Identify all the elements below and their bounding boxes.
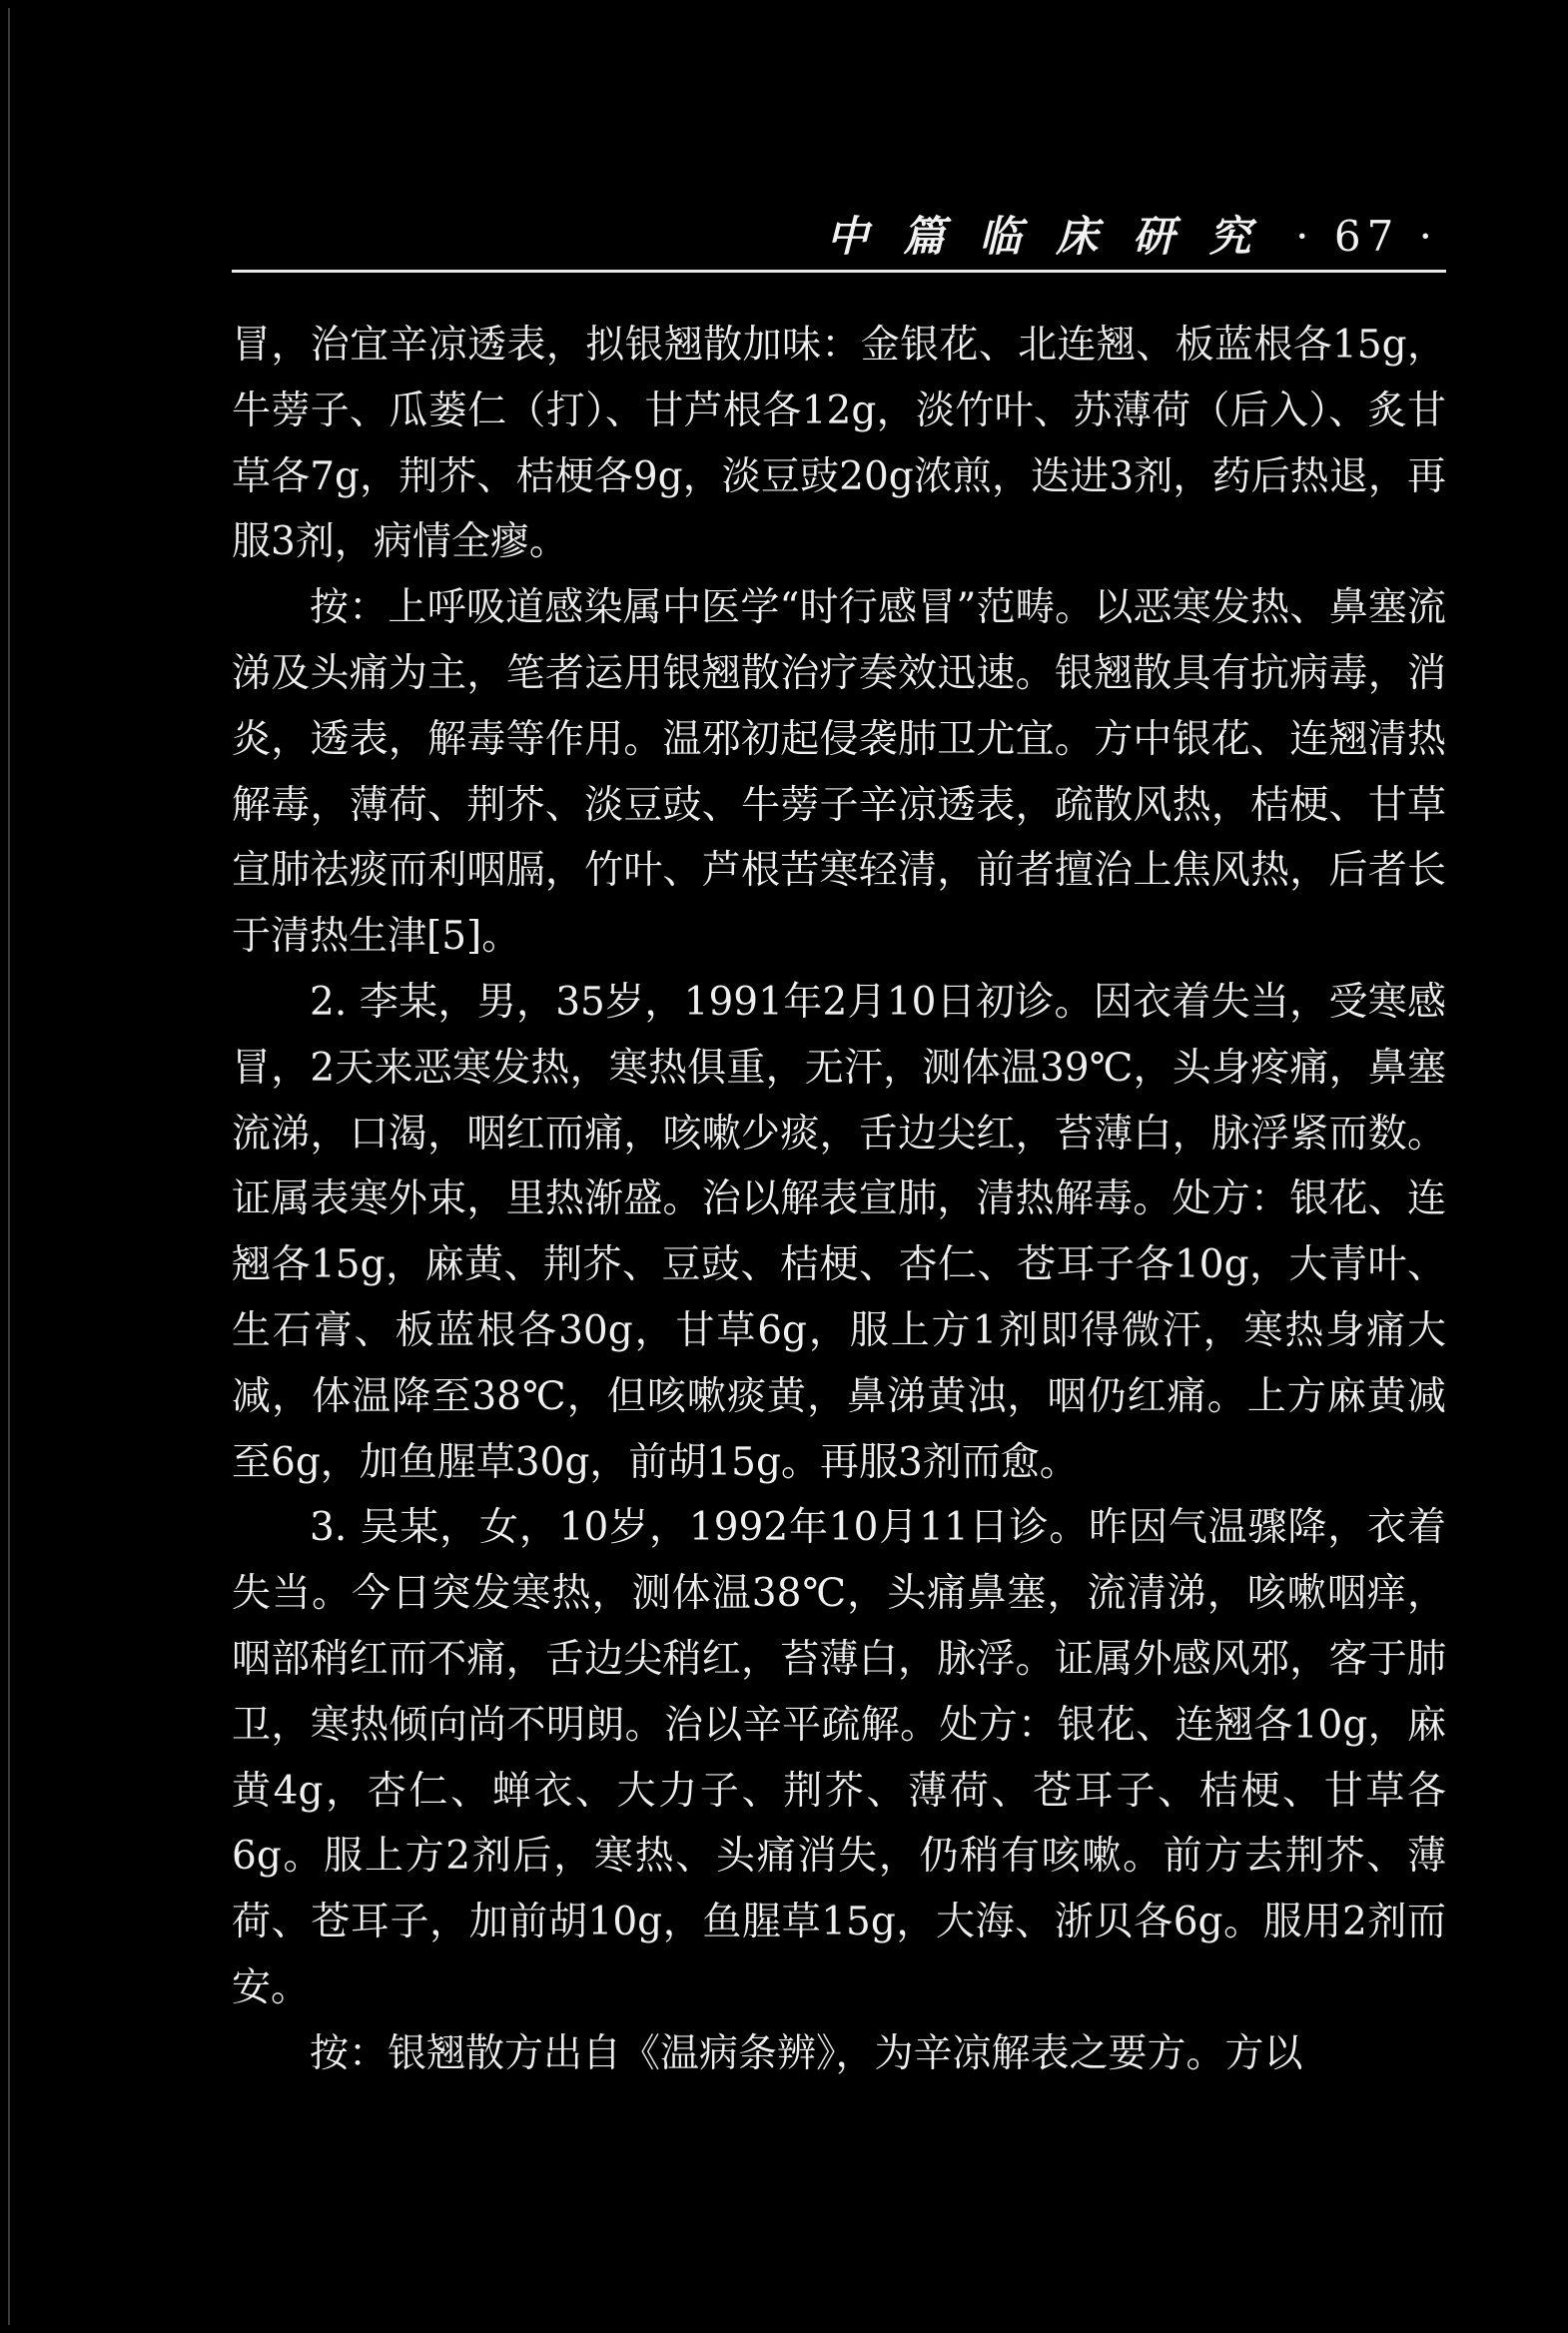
header-rule: [232, 270, 1446, 273]
book-page: [8, 8, 1562, 2325]
page-number: · 67 ·: [1295, 212, 1438, 261]
paragraph-commentary-1: 按：上呼吸道感染属中医学“时行感冒”范畴。以恶寒发热、鼻塞流涕及头痛为主，笔者运用银翘散治疗奏效迅速。银翘散具有抗病毒，消炎，透表，解毒等作用。温邪初起侵袭肺卫尤宜。方中银花、连翘清热解毒，薄荷、荆芥、淡豆豉、牛蒡子辛凉透表，疏散风热，桔梗、甘草宣肺祛痰而利咽膈，竹叶、芦根苦寒轻清，前者擅治上焦风热，后者长于清热生津[5]。: [232, 585, 1446, 960]
journal-title: 中 篇 临 床 研 究: [826, 212, 1261, 261]
body-text: [232, 313, 1446, 2087]
running-header: [10, 204, 1438, 264]
paragraph-commentary-2: 按：银翘散方出自《温病条辨》，为辛凉解表之要方。方以: [310, 2030, 1303, 2076]
paragraph-case-2: 2. 李某，男，35岁，1991年2月10日初诊。因衣着失当，受寒感冒，2天来恶寒发热，寒热俱重，无汗，测体温39℃，头身疼痛，鼻塞流涕，口渴，咽红而痛，咳嗽少痰，舌边尖红，苔薄白，脉浮紧而数。证属表寒外束，里热渐盛。治以解表宣肺，清热解毒。处方：银花、连翘各15g，麻黄、荆芥、豆豉、桔梗、杏仁、苍耳子各10g，大青叶、生石膏、板蓝根各30g，甘草6g，服上方1剂即得微汗，寒热身痛大减，体温降至38℃，但咳嗽痰黄，鼻涕黄浊，咽仍红痛。上方麻黄减至6g，加鱼腥草30g，前胡15g。再服3剂而愈。: [232, 979, 1446, 1485]
paragraph-case-3: 3. 吴某，女，10岁，1992年10月11日诊。昨因气温骤降，衣着失当。今日突发寒热，测体温38℃，头痛鼻塞，流清涕，咳嗽咽痒，咽部稍红而不痛，舌边尖稍红，苔薄白，脉浮。证属外感风邪，客于肺卫，寒热倾向尚不明朗。治以辛平疏解。处方：银花、连翘各10g，麻黄4g，杏仁、蝉衣、大力子、荆芥、薄荷、苍耳子、桔梗、甘草各6g。服上方2剂后，寒热、头痛消失，仍稍有咳嗽。前方去荆芥、薄荷、苍耳子，加前胡10g，鱼腥草15g，大海、浙贝各6g。服用2剂而安。: [232, 1505, 1446, 2010]
paragraph-continuation: 冒，治宜辛凉透表，拟银翘散加味：金银花、北连翘、板蓝根各15g，牛蒡子、瓜蒌仁（打）、甘芦根各12g，淡竹叶、苏薄荷（后入）、炙甘草各7g，荆芥、桔梗各9g，淡豆豉20g浓煎，迭进3剂，药后热退，再服3剂，病情全瘳。: [232, 323, 1446, 565]
